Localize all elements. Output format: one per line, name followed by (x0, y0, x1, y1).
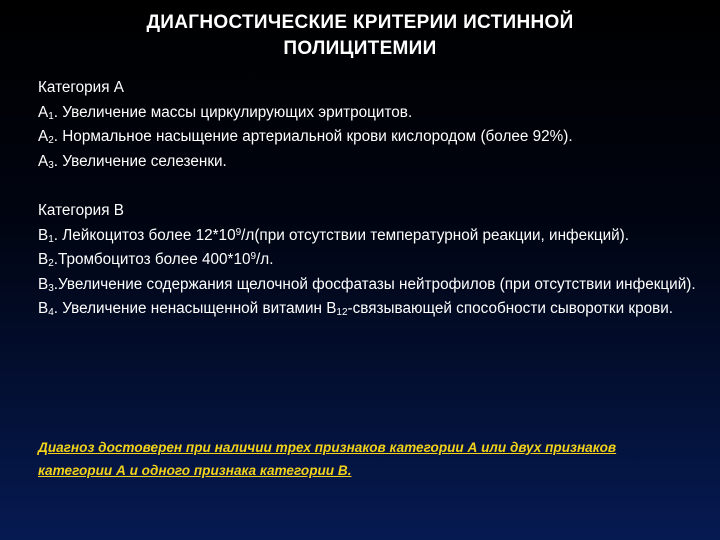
criterion-a1 (38, 101, 698, 126)
criterion-b4 (38, 297, 698, 322)
criterion-text: . Лейкоцитоз более 12*10 (53, 226, 236, 244)
exponent: 9 (235, 226, 242, 238)
section-spacer (38, 174, 698, 199)
criterion-index: 1 (48, 110, 54, 122)
criterion-index: 2 (48, 258, 54, 269)
criterion-text-cont: /л(при отсутствии температурной реакции, инфекций). (241, 226, 630, 244)
exponent: 9 (250, 251, 257, 262)
criteria-body (38, 76, 698, 322)
criterion-b2 (38, 248, 698, 273)
criterion-index: 3 (48, 159, 54, 171)
criterion-b3 (38, 273, 698, 298)
criterion-text-cont: -связывающей способности сыворотки крови. (347, 300, 674, 317)
criterion-letter: A (38, 103, 49, 121)
criterion-text: . Увеличение ненасыщенной витамин В (53, 300, 337, 317)
criterion-text: .Увеличение содержания щелочной фосфатазы нейтрофилов (при отсутствии инфекций). (53, 275, 696, 293)
criterion-index: 1 (48, 233, 54, 245)
title-line-2: ПОЛИЦИТЕМИИ (283, 38, 437, 59)
slide-title (0, 10, 720, 62)
diagnosis-note: Диагноз достоверен при наличии трех признаков категории А или двух признаков категории А и одного признака категории В. (38, 440, 617, 478)
criterion-letter: B (38, 226, 49, 244)
criterion-letter: A (38, 128, 49, 145)
title-line-1: ДИАГНОСТИЧЕСКИЕ КРИТЕРИИ ИСТИННОЙ (146, 12, 574, 33)
criterion-index: 2 (48, 135, 54, 146)
category-a-heading: Категория А (38, 79, 124, 96)
criterion-text-cont: /л. (256, 251, 274, 268)
criterion-index: 3 (48, 282, 54, 294)
criterion-index: 4 (48, 307, 54, 318)
vitamin-subscript: 12 (336, 307, 348, 318)
criterion-letter: B (38, 251, 49, 268)
category-b-heading: Категория В (38, 202, 124, 219)
criterion-letter: B (38, 300, 49, 317)
criterion-text: . Увеличение селезенки. (53, 152, 227, 170)
criterion-b1 (38, 224, 698, 249)
criterion-text: .Тромбоцитоз более 400*10 (53, 251, 251, 268)
criterion-a3 (38, 150, 698, 175)
criterion-text: . Увеличение массы циркулирующих эритроцитов. (53, 103, 413, 121)
criterion-a2 (38, 125, 698, 150)
criterion-text: . Нормальное насыщение артериальной крови кислородом (более 92%). (53, 128, 573, 145)
criterion-letter: A (38, 152, 49, 170)
criterion-letter: B (38, 275, 49, 293)
